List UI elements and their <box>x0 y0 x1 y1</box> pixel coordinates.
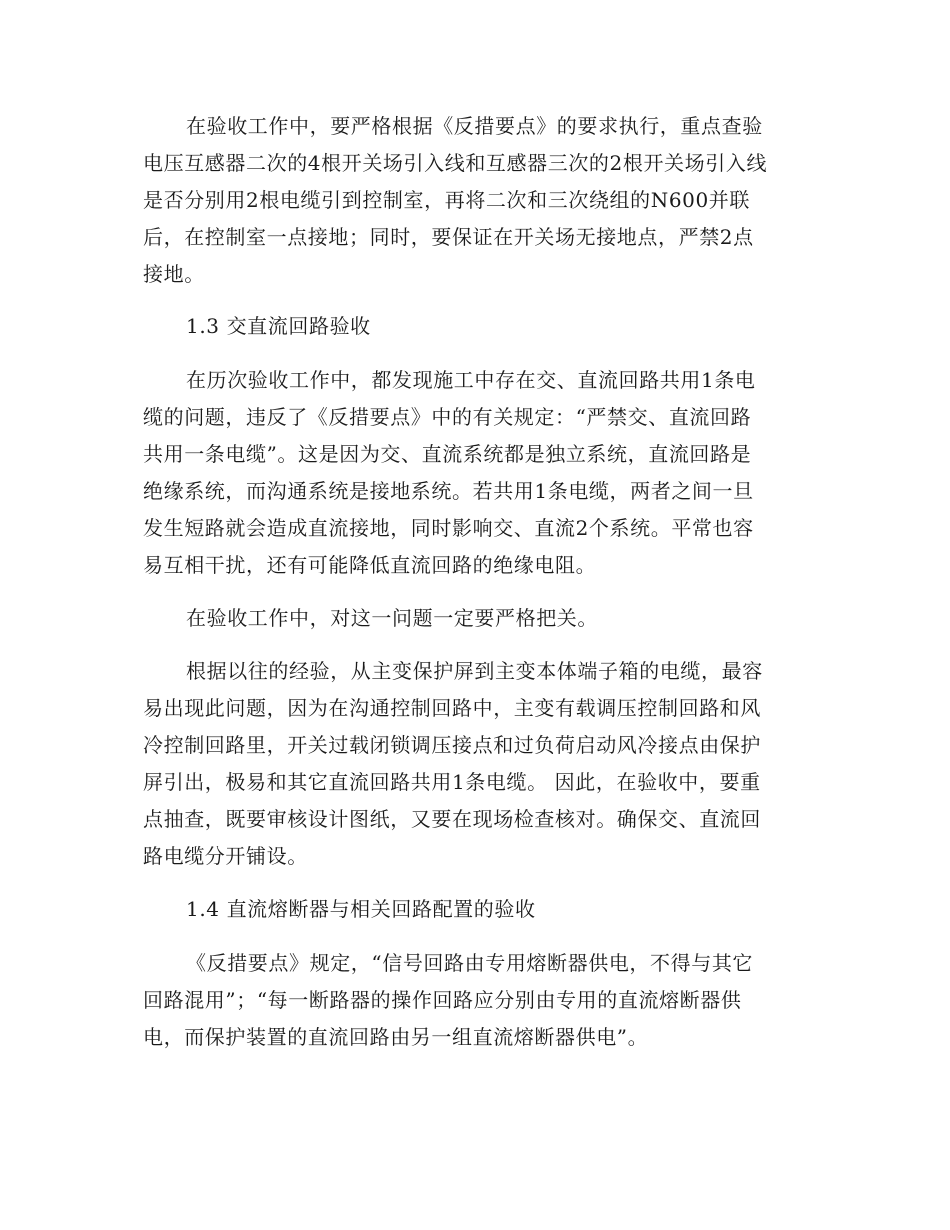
paragraph-text-line: 冷控制回路里，开关过载闭锁调压接点和过负荷启动风冷接点由保护 <box>143 733 761 757</box>
paragraph-text-line: 电压互感器二次的4根开关场引入线和互感器三次的2根开关场引入线 <box>143 151 768 175</box>
paragraph-text-line: 绝缘系统，而沟通系统是接地系统。若共用1条电缆，两者之间一旦 <box>143 479 754 503</box>
paragraph-text-line: 路电缆分开铺设。 <box>143 844 308 868</box>
paragraph-text-line: 点抽查，既要审核设计图纸，又要在现场检查核对。确保交、直流回 <box>143 807 761 831</box>
section-heading: 1.4 直流熔断器与相关回路配置的验收 <box>186 897 536 921</box>
paragraph-text-line: 缆的问题，违反了《反措要点》中的有关规定：“严禁交、直流回路 <box>143 405 752 429</box>
paragraph-text-line: 在验收工作中，对这一问题一定要严格把关。 <box>186 606 598 630</box>
section-heading: 1.3 交直流回路验收 <box>186 314 371 338</box>
paragraph-text-line: 在验收工作中，要严格根据《反措要点》的要求执行，重点查验 <box>186 114 763 138</box>
paragraph-text-line: 屏引出，极易和其它直流回路共用1条电缆。 因此，在验收中，要重 <box>143 770 761 794</box>
paragraph-text-line: 回路混用”；“每一断路器的操作回路应分别由专用的直流熔断器供 <box>143 988 742 1012</box>
paragraph-text-line: 后，在控制室一点接地；同时，要保证在开关场无接地点，严禁2点 <box>143 225 754 249</box>
paragraph-text-line: 易互相干扰，还有可能降低直流回路的绝缘电阻。 <box>143 553 597 577</box>
paragraph-text-line: 电，而保护装置的直流回路由另一组直流熔断器供电”。 <box>143 1025 649 1049</box>
paragraph-text-line: 根据以往的经验，从主变保护屏到主变本体端子箱的电缆，最容 <box>186 659 763 683</box>
paragraph-text-line: 在历次验收工作中，都发现施工中存在交、直流回路共用1条电 <box>186 368 756 392</box>
paragraph-text-line: 接地。 <box>143 262 205 286</box>
paragraph-text-line: 易出现此问题，因为在沟通控制回路中，主变有载调压控制回路和风 <box>143 696 761 720</box>
paragraph-text-line: 是否分别用2根电缆引到控制室，再将二次和三次绕组的N600并联 <box>143 188 750 212</box>
paragraph-text-line: 《反措要点》规定，“信号回路由专用熔断器供电，不得与其它 <box>186 951 754 975</box>
paragraph-text-line: 共用一条电缆”。这是因为交、直流系统都是独立系统，直流回路是 <box>143 442 752 466</box>
paragraph-text-line: 发生短路就会造成直流接地，同时影响交、直流2个系统。平常也容 <box>143 516 754 540</box>
